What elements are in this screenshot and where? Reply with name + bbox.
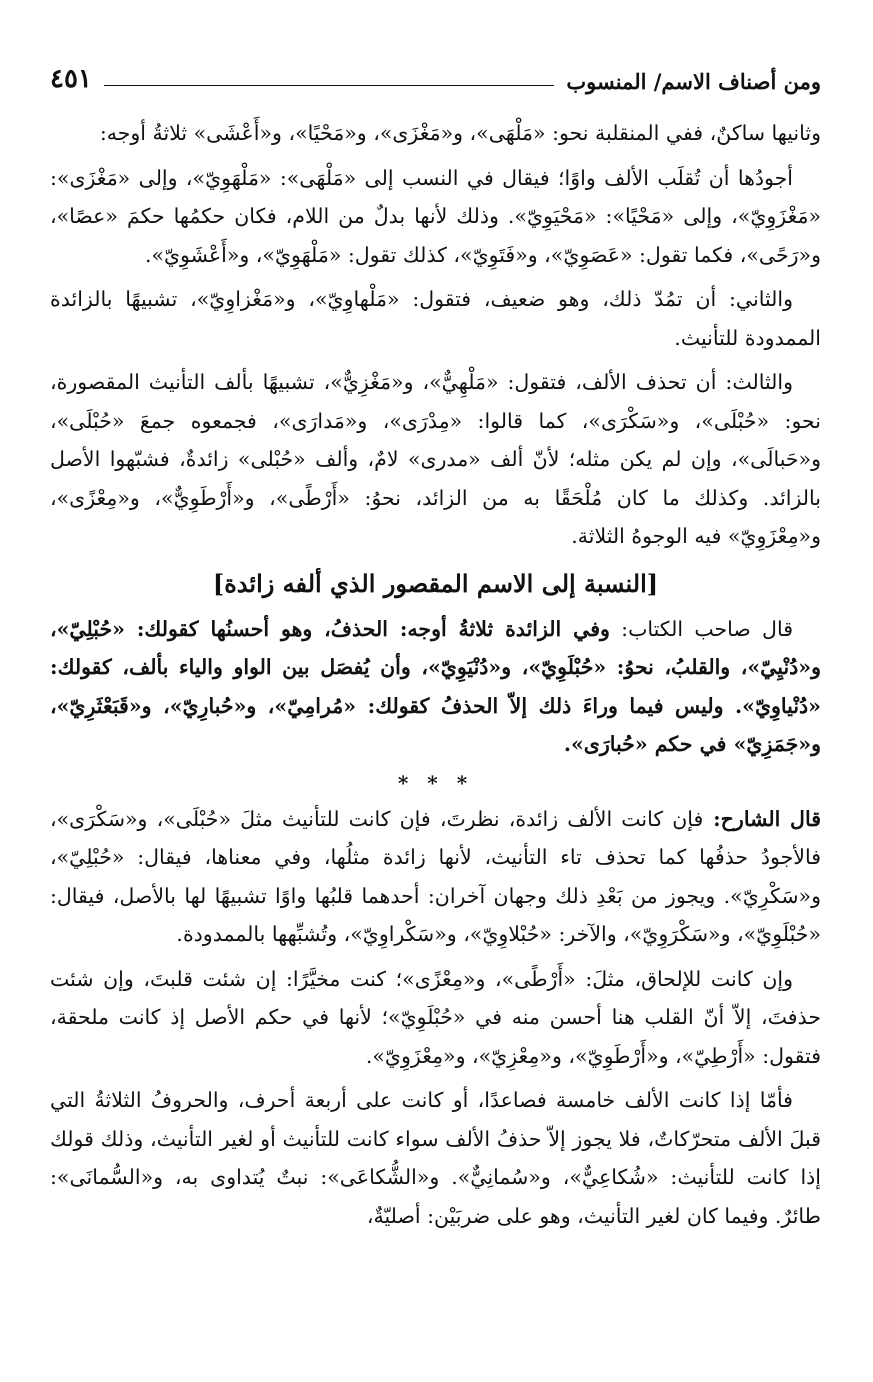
- paragraph: وثانيها ساكنٌ، ففي المنقلبة نحو: «مَلْهَى»، و«مَغْزَى»، و«مَحْيًا»، و«أَعْشَى» ثلاثةُ أوجه:: [99, 121, 821, 145]
- commentary-paragraph: [50, 1081, 821, 1235]
- running-title: ومن أصناف الاسم/ المنسوب: [566, 69, 821, 94]
- stars-divider: * * *: [397, 770, 474, 795]
- paragraph: والثالث: أن تحذف الألف، فتقول: «مَلْهِيٌّ»، و«مَغْزِيٌّ»، تشبيهًا بألف التأنيث المقصورة، نحو: «حُبْلَى»، و«سَكْرَى»، كما قالوا: «مِدْرَى»، و«مَدارَى»، فجمعوه جمعَ «حُبْلَى»، و«حَبالَى»، وإن لم يكن مثله؛ لأنّ ألف «مدرى» لامٌ، وألف «حُبْلى» زائدةٌ، فشبّهوا الأصل بالزائد. وكذلك ما كان مُلْحَقًا به من الزائد، نحوُ: «أَرْطًى»، و«أَرْطَوِيٌّ»، و«مِعْزًى»، و«مِعْزَوِيّ» فيه الوجوهُ الثلاثة.: [50, 370, 821, 548]
- section-heading: [النسبة إلى الاسم المقصور الذي ألفه زائدة]: [212, 568, 659, 598]
- commentary-paragraph: [50, 800, 821, 954]
- paragraph: أجودُها أن تُقلَب الألف واوًا؛ فيقال في النسب إلى «مَلْهَى»: «مَلْهَوِيّ»، وإلى «مَغْزَى»: «مَغْزَوِيّ»، وإلى «مَحْيًا»: «مَحْيَوِيّ». وذلك لأنها بدلٌ من اللام، فكان حكمُها حكمَ «عصًا»، و«رَحًى»، فكما تقول: «عَصَوِيّ»، و«فَتَوِيّ»، كذلك تقول: «مَلْهَوِيّ»، و«أَعْشَوِيّ».: [50, 165, 821, 267]
- paragraph: والثاني: أن تمُدّ ذلك، وهو ضعيف، فتقول: «مَلْهاوِيّ»، و«مَغْزاوِيّ»، تشبيهًا بالزائدة الممدودة للتأنيث.: [50, 287, 821, 350]
- commentary-paragraph: [50, 960, 821, 1076]
- quote-text: وفي الزائدة ثلاثةُ أوجه: الحذفُ، وهو أحسنُها كقولك: «حُبْلِيّ»، و«دُنْيِيّ»، والقلبُ، نحوُ: «حُبْلَوِيّ»، و«دُنْيَوِيّ»، وأن يُفصَل بين الواو والياء بألف، كقولك: «دُنْياوِيّ». وليس فيما وراءَ ذلك إلاّ الحذفُ كقولك: «مُرامِيّ»، و«حُبارِيّ»، و«قَبَعْثَرِيّ»، و«جَمَزِيّ» في حكم «حُبارَى».: [50, 616, 821, 756]
- header-rule: [104, 85, 554, 86]
- commentary-lead: قال الشارح:: [703, 806, 821, 831]
- page-body: [50, 114, 821, 1235]
- page-number: ٤٥١: [50, 64, 92, 94]
- page-header: [50, 58, 821, 94]
- commentary-text: وإن كانت للإلحاق، مثلَ: «أَرْطًى»، و«مِعْزًى»؛ كنت مخيَّرًا: إن شئت قلبتَ، وإن شئت حذفتَ، إلاّ أنّ القلب هنا أحسن منه في «حُبْلَوِيّ»؛ لأنها في حكم الأصل إذ كانت ملحقة، فتقول: «أَرْطِيّ»، و«أَرْطَوِيّ»، و«مِعْزِيّ»، و«مِعْزَوِيّ».: [50, 966, 821, 1068]
- commentary-text: فأمّا إذا كانت الألف خامسة فصاعدًا، أو كانت على أربعة أحرف، والحروفُ الثلاثةُ التي قبلَ الألف متحرّكاتٌ، فلا يجوز إلاّ حذفُ الألف سواء كانت للتأنيث أو لغير التأنيث، وذلك قولك إذا كانت للتأنيث: «شُكاعِيٌّ»، و«سُمانِيٌّ». و«الشُّكاعَى»: نبتٌ يُتداوى به، و«السُّمانَى»: طائرٌ. وفيما كان لغير التأنيث، وهو على ضربَيْن: أصليّةٌ،: [50, 1088, 821, 1228]
- author-quote: [50, 610, 821, 764]
- commentary-text: فإن كانت الألف زائدة، نظرتَ، فإن كانت للتأنيث مثلَ «حُبْلَى»، و«سَكْرَى»، فالأجودُ حذفُها كما تحذف تاء التأنيث، لأنها زائدة مثلُها، وفي معناها، فيقال: «حُبْلِيّ»، و«سَكْرِيّ». ويجوز من بَعْدِ ذلك وجهان آخران: أحدهما قلبُها واوًا تشبيهًا لها بالأصل، فيقال: «حُبْلَوِيّ»، و«سَكْرَوِيّ»، والآخر: «حُبْلاوِيّ»، و«سَكْراوِيّ»، وتُشبِّهها بالممدودة.: [50, 806, 821, 946]
- quote-lead: قال صاحب الكتاب:: [609, 616, 793, 641]
